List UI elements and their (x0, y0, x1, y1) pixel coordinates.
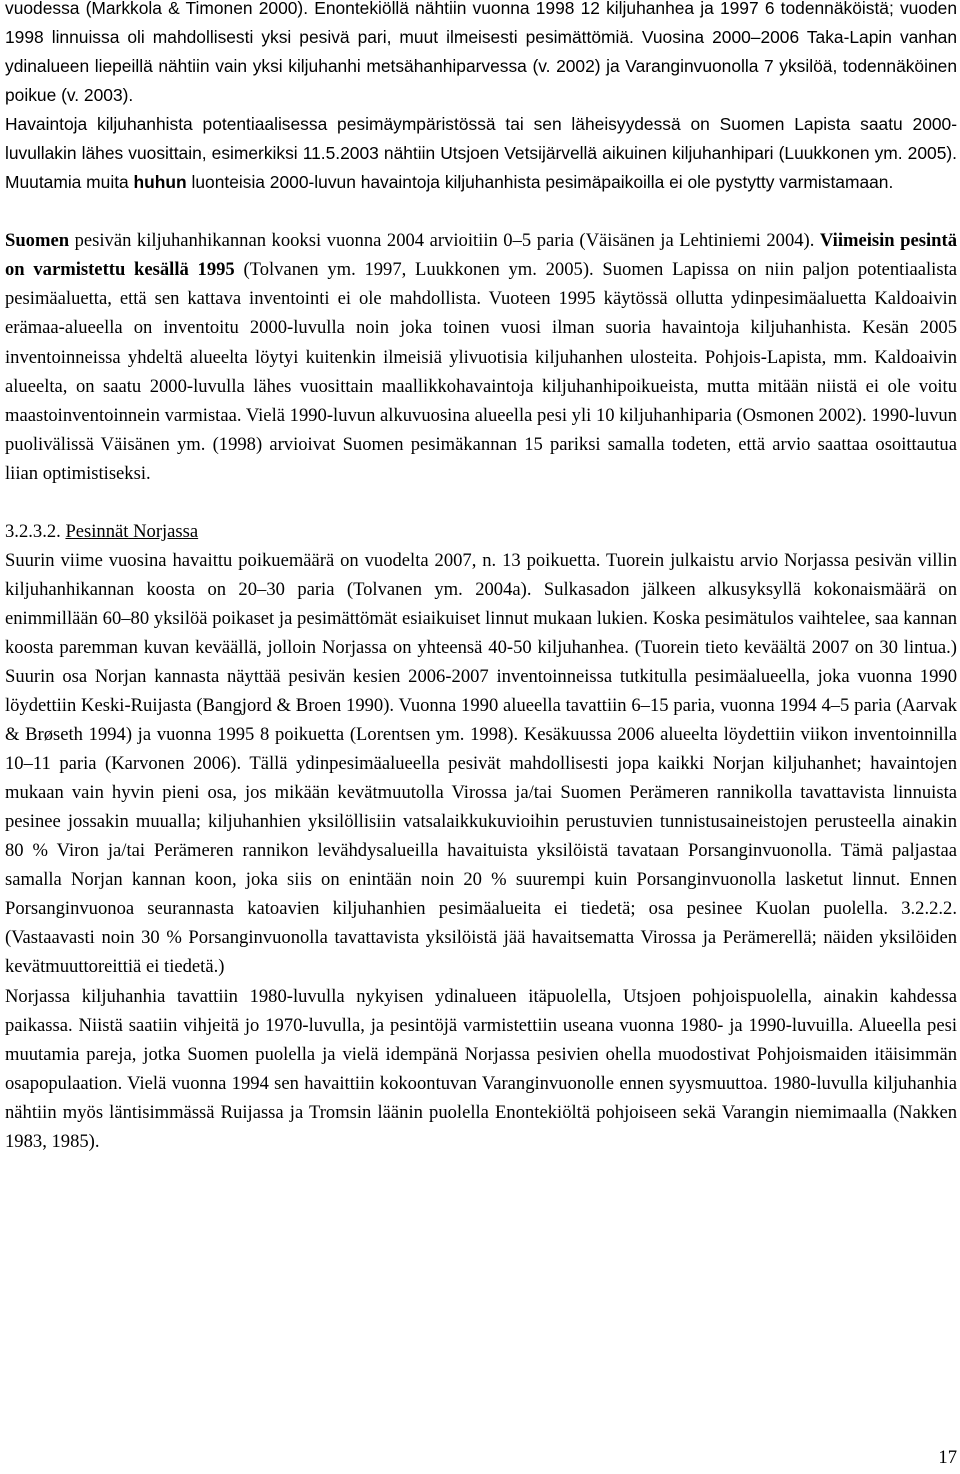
paragraph-gap (5, 488, 957, 517)
paragraph-text: vuodessa (Markkola & Timonen 2000). Enontekiöllä nähtiin vuonna 1998 12 kiljuhanhea ja 1997 6 todennäköistä; vuoden 1998 linnuissa oli mahdollisesti yksi pesivä pari, muut ilmeisesti pesimättömiä. Vuosina 2000–2006 Taka-Lapin vanhan ydinalueen liepeillä nähtiin vain yksi kiljuhanhi metsähanhiparvessa (v. 2002) ja Varanginvuonolla 7 yksilöä, todennäköinen poikue (v. 2003). (5, 0, 957, 106)
paragraph-finland-observations (5, 0, 957, 197)
emphasis-text: Viimeisin pesintä on varmistettu kesällä 1995 (5, 230, 957, 281)
paragraph-gap (5, 197, 957, 226)
document-page (5, 0, 957, 1156)
section-number: 3.2.3.2. (5, 520, 61, 542)
paragraph-text: pesivän kiljuhanhikannan kooksi vuonna 2004 arvioitiin 0–5 paria (Väisänen ja Lehtiniemi 2004). (69, 230, 820, 252)
emphasis-text: Suomen (5, 230, 70, 252)
paragraph-norway-history: Norjassa kiljuhanhia tavattiin 1980-luvulla nykyisen ydinalueen itäpuolella, Utsjoen pohjoispuolella, ainakin kahdessa paikassa. Niistä saatiin vihjeitä jo 1970-luvulla, ja pesintöjä varmistettiin useana vuonna 1980- ja 1990-luvuilla. Alueella pesi muutamia pareja, jotka Suomen puolella ja vielä idempänä Norjassa pesivien ohella muodostivat Pohjoismaiden itäisimmän osapopulaation. Vielä vuonna 1994 sen havaittiin kokoontuvan Varanginvuonolle ennen syysmuuttoa. 1980-luvulla kiljuhanhia nähtiin myös läntisimmässä Ruijassa ja Tromsin läänin puolella Enontekiöltä pohjoiseen sekä Varangin niemimaalla (Nakken 1983, 1985). (5, 985, 957, 1152)
paragraph-norway-population: Suurin viime vuosina havaittu poikuemäärä on vuodelta 2007, n. 13 poikuetta. Tuorein julkaistu arvio Norjassa pesivän villin kiljuhanhikannan koosta on 20–30 paria (Tolvanen ym. 2004a). Sulkasadon jälkeen alkusyksyllä kokonaismäärä on enimmillään 60–80 yksilöä poikaset ja pesimättömät esiaikuiset linnut mukaan lukien. Koska pesimätulos vaihtelee, saa kannan koosta paremman kuvan keväällä, jolloin Norjassa on yhteensä 40-50 kiljuhanhea. (Tuorein tieto keväältä 2007 on 30 lintua.) Suurin osa Norjan kannasta näyttää pesivän kesien 2006-2007 inventoinneissa tutkitulla pesimäalueella, joka vuonna 1990 löydettiin Keski-Ruijasta (Bangjord & Broen 1990). Vuonna 1990 alueella tavattiin 6–15 paria, vuonna 1994 4–5 paria (Aarvak & Brøseth 1994) ja vuonna 1995 8 poikuetta (Lorentsen ym. 1998). Kesäkuussa 2006 alueelta löydettiin viikon inventoinnilla 10–11 paria (Karvonen 2006). Tällä ydinpesimäalueella pesivät mahdollisesti jopa kaikki Norjan kiljuhanhet; havaintojen mukaan vain hyvin pieni osa, jos mikään kevätmuutolla Virossa ja/tai Suomen Perämeren rannikolla tavattavista linnuista pesinee jossakin muualla; kiljuhanhien yksilöllisiin vatsalaikkukuvioihin perustuvien tunnistusaineistojen perusteella ainakin 80 % Viron ja/tai Perämeren rannikon levähdysalueilla havaituista yksilöistä tavataan Porsanginvuonolla. Tämä paljastaa samalla Norjan kannan koon, joka siis on enintään noin 20 % suurempi kuin Porsanginvuonolla lasketut linnut. Ennen Porsanginvuonoa seurannasta katoavien kiljuhanhien pesimäalueita ei tiedetä; osa pesinee Kuolan puolella. 3.2.2.2. (Vastaavasti noin 30 % Porsanginvuonolla tavattavista yksilöistä jää havaitsematta Virossa ja Perämerellä; näiden yksilöiden kevätmuuttoreittiä ei tiedetä.) (5, 549, 957, 978)
paragraph-text: Havaintoja kiljuhanhista potentiaalisessa pesimäympäristössä tai sen läheisyydessä on Suomen Lapista saatu 2000-luvullakin lähes vuosittain, esimerkiksi 11.5.2003 nähtiin Utsjoen Vetsijärvellä aikuinen kiljuhanhipari (Luukkonen ym. 2005). Muutamia muita (5, 114, 957, 193)
paragraph-text: luonteisia 2000-luvun havaintoja kiljuhanhista pesimäpaikoilla ei ole pystytty varmistamaan. (186, 172, 894, 193)
section-heading (5, 517, 957, 546)
page-number: 17 (938, 1447, 957, 1468)
paragraph-finland-population (5, 226, 957, 487)
section-title: Pesinnät Norjassa (65, 520, 199, 542)
emphasis-text: huhun (133, 172, 187, 193)
paragraph-text: (Tolvanen ym. 1997, Luukkonen ym. 2005). Suomen Lapissa on niin paljon potentiaalista pesimäaluetta, että sen kattava inventointi ei ole mahdollista. Vuoteen 1995 käytössä ollutta ydinpesimäaluetta Kaldoaivin erämaa-alueella on inventoitu 2000-luvulla noin joka toinen vuosi ilman suoria havaintoja kiljuhanhista. Kesän 2005 inventoinneissa yhdeltä alueelta löytyi kuitenkin ilmeisiä ylivuotisia kiljuhanhen ulosteita. Pohjois-Lapista, mm. Kaldoaivin alueelta, on saatu 2000-luvulla lähes vuosittain maallikkohavaintoja kiljuhanhipoikueista, mutta mitään niistä ei ole voitu maastoinventoinnein varmistaa. Vielä 1990-luvun alkuvuosina alueella pesi yli 10 kiljuhanhiparia (Osmonen 2002). 1990-luvun puolivälissä Väisänen ym. (1998) arvioivat Suomen pesimäkannan 15 pariksi samalla todeten, että arvio saattaa osoittautua liian optimistiseksi. (5, 259, 957, 484)
